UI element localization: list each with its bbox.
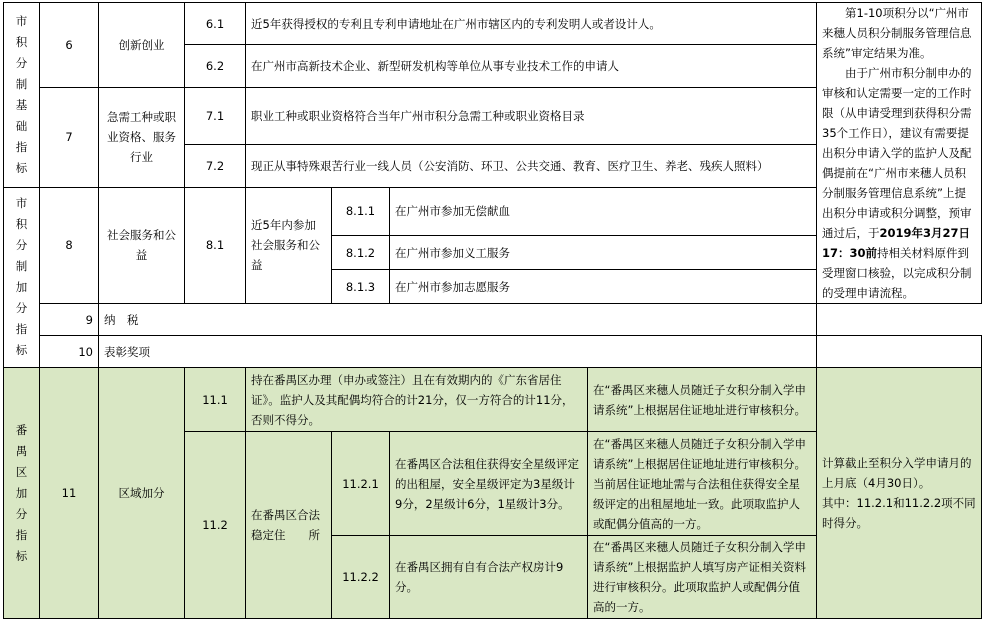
item-code: 11.1	[185, 368, 246, 432]
item-code: 6.2	[185, 45, 246, 88]
item-code: 11.2	[185, 432, 246, 619]
remark-cell	[817, 368, 982, 619]
sub-item-code: 8.1.2	[332, 236, 390, 270]
table-row	[4, 304, 982, 336]
item-number: 8	[40, 187, 99, 304]
item-name: 表彰奖项	[99, 336, 817, 368]
item-criteria: 现正从事特殊艰苦行业一线人员（公安消防、环卫、公共交通、教育、医疗卫生、养老、残疾人照料）	[246, 144, 817, 187]
note-paragraph-1: 第1-10项积分以“广州市来穗人员积分制服务管理信息系统”审定结果为准。	[822, 6, 972, 60]
sub-item-code: 11.2.1	[332, 432, 390, 536]
item-number: 7	[40, 88, 99, 188]
remark-deadline: 计算截止至积分入学申请月的上月底（4月30日）。	[822, 456, 972, 490]
item-number: 11	[40, 368, 99, 619]
item-name: 社会服务和公益	[99, 187, 185, 304]
sub-item-criteria: 在广州市参加无偿献血	[390, 187, 817, 236]
item-number: 6	[40, 3, 99, 88]
verification-method: 在“番禺区来穗人员随迁子女积分制入学申请系统”上根据居住证地址进行审核积分。当前居住证地址需与合法租住获得安全星级评定的出租屋地址一致。此项取监护人或配偶分值高的一方。	[588, 432, 817, 536]
sub-item-criteria: 在广州市参加志愿服务	[390, 270, 817, 304]
process-note	[817, 3, 982, 304]
points-table-page	[3, 2, 981, 614]
remark-exclusion: 其中：11.2.1和11.2.2项不同时得分。	[822, 496, 976, 530]
table-row	[4, 368, 982, 432]
section-basic-label: 市 积 分 制 基 础 指 标	[4, 3, 40, 188]
table-row	[4, 336, 982, 368]
section-panyu-label: 番 禺 区 加 分 指 标	[4, 368, 40, 619]
note-empty-cell	[817, 336, 982, 368]
sub-item-criteria: 在广州市参加义工服务	[390, 236, 817, 270]
sub-item-criteria: 在番禺区拥有自有合法产权房计9分。	[390, 536, 588, 619]
item-name: 纳 税	[99, 304, 817, 336]
verification-method: 在“番禺区来穗人员随迁子女积分制入学申请系统”上根据居住证地址进行审核积分。	[588, 368, 817, 432]
item-name: 创新创业	[99, 3, 185, 88]
sub-item-code: 11.2.2	[332, 536, 390, 619]
note-paragraph-2: 由于广州市积分制申办的审核和认定需要一定的工作时限（从申请受理到获得积分需35个工作日），建议有需要提出积分申请入学的监护人及配偶提前在“广州市来穗人员积分制服务管理信息系统”上提出积分申请或积分调整，预审通过后，于2019年3月27日17：30前持相关材料原件到受理窗口核验，以完成积分制的受理申请流程。	[822, 66, 972, 300]
sub-item-criteria: 在番禺区合法租住获得安全星级评定的出租屋，安全星级评定为3星级计9分，2星级计6分，1星级计3分。	[390, 432, 588, 536]
item-criteria: 近5年内参加社会服务和公益	[246, 187, 332, 304]
points-table	[3, 2, 982, 619]
item-number: 10	[40, 336, 99, 368]
item-name: 区域加分	[99, 368, 185, 619]
item-code: 7.2	[185, 144, 246, 187]
item-criteria: 职业工种或职业资格符合当年广州市积分急需工种或职业资格目录	[246, 88, 817, 145]
item-number: 9	[40, 304, 99, 336]
table-row	[4, 3, 982, 45]
item-criteria: 在番禺区合法稳定住 所	[246, 432, 332, 619]
item-code: 8.1	[185, 187, 246, 304]
section-extra-label: 市 积 分 制 加 分 指 标	[4, 187, 40, 368]
sub-item-code: 8.1.1	[332, 187, 390, 236]
item-criteria: 持在番禺区办理（申办或签注）且在有效期内的《广东省居住证》。监护人及其配偶均符合的计21分，仅一方符合的计11分，否则不得分。	[246, 368, 588, 432]
deadline-text: 2019年3月27日17：30前	[822, 226, 971, 260]
item-criteria: 在广州市高新技术企业、新型研发机构等单位从事专业技术工作的申请人	[246, 45, 817, 88]
item-code: 6.1	[185, 3, 246, 45]
verification-method: 在“番禺区来穗人员随迁子女积分制入学申请系统”上根据监护人填写房产证相关资料进行审核积分。此项取监护人或配偶分值高的一方。	[588, 536, 817, 619]
item-criteria: 近5年获得授权的专利且专利申请地址在广州市辖区内的专利发明人或者设计人。	[246, 3, 817, 45]
sub-item-code: 8.1.3	[332, 270, 390, 304]
item-name: 急需工种或职业资格、服务行业	[99, 88, 185, 188]
item-code: 7.1	[185, 88, 246, 145]
